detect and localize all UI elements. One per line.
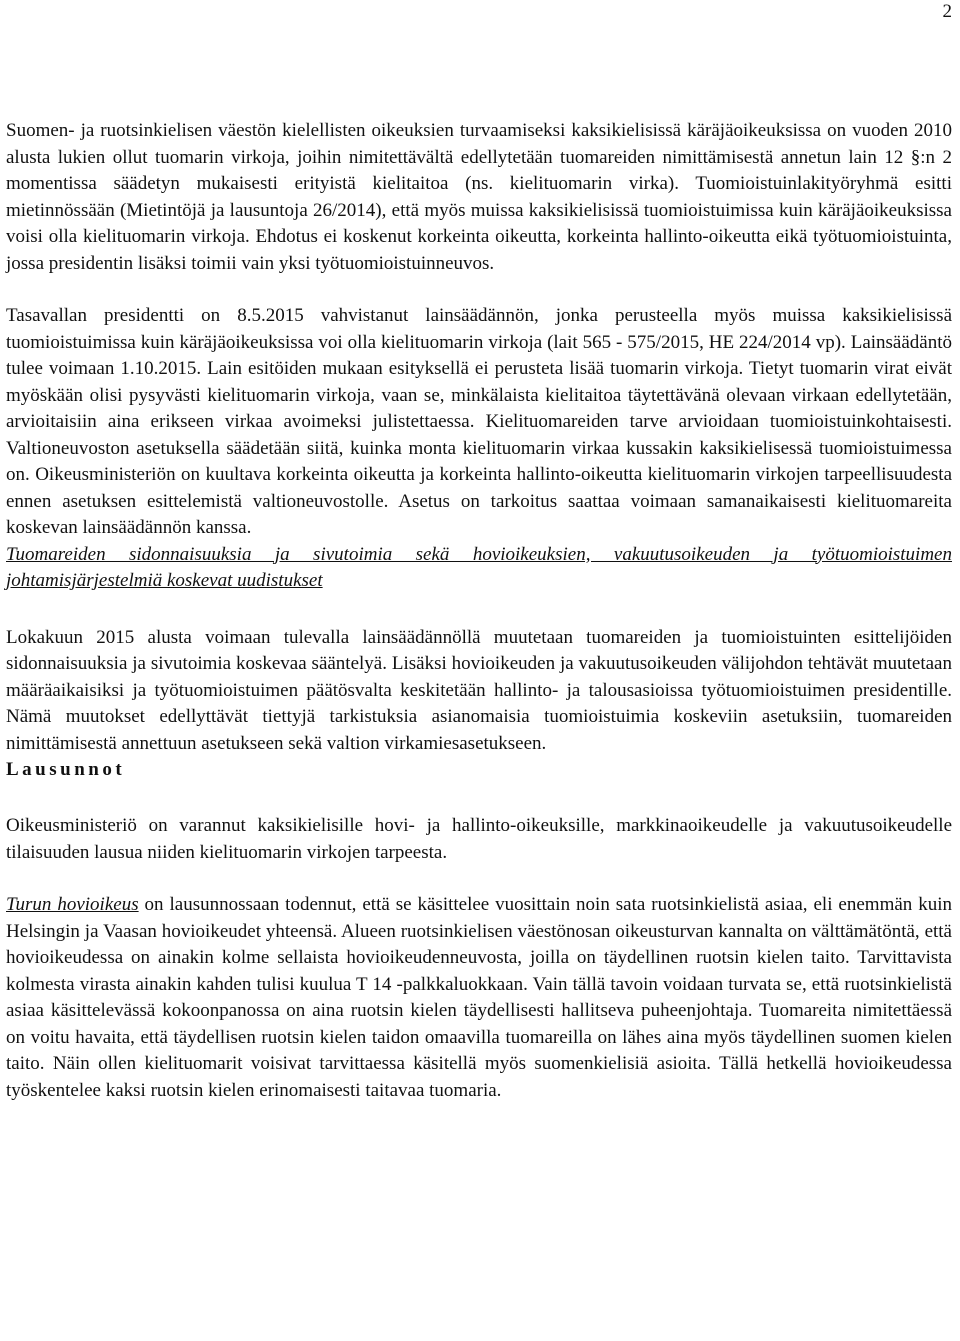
paragraph-reforms: Lokakuun 2015 alusta voimaan tulevalla lainsäädännöllä muutetaan tuomareiden ja tuomioistuinten esittelijöiden sidonnaisuuksia ja sivutoimia koskevaa sääntelyä. Lisäksi hovioikeuden ja vakuutusoikeuden välijohdon tehtävät muutetaan määräaikaisiksi ja työtuomioistuimen päätösvalta keskitetään hallinto- ja talousasioissa työtuomioistuimen presidentille. Nämä muutokset edellyttävät tiettyjä tarkistuksia asianomaisia tuomioistuimia koskeviin asetuksiin, tuomareiden nimittämisestä annettuun asetukseen sekä valtion virkamiesasetukseen. <box>6 626 952 754</box>
section-heading-reforms: Tuomareiden sidonnaisuuksia ja sivutoimia sekä hovioikeuksien, vakuutusoikeuden ja työtuomioistuimen johtamisjärjestelmiä koskevat uudistukset <box>6 543 952 591</box>
court-name: Turun hovioikeus <box>6 894 139 915</box>
paragraph-turku-court-statement <box>6 892 952 1104</box>
document-body <box>6 118 952 1104</box>
section-heading-lausunnot: Lausunnot <box>6 759 126 780</box>
paragraph-ministry-request: Oikeusministeriö on varannut kaksikielisille hovi- ja hallinto-oikeuksille, markkinaoikeudelle ja vakuutusoikeudelle tilaisuuden lausua niiden kielituomarin virkojen tarpeesta. <box>6 815 952 863</box>
page-number: 2 <box>942 1 952 22</box>
paragraph-legislation-confirmed: Tasavallan presidentti on 8.5.2015 vahvistanut lainsäädännön, jonka perusteella myös muissa kaksikielisissä tuomioistuimissa kuin käräjäoikeuksissa voi olla kielituomarin virkoja (lait 565 - 575/2015, HE 224/2014 vp). Lainsäädäntö tulee voimaan 1.10.2015. Lain esitöiden mukaan esityksellä ei perusteta lisää tuomarin virkoja. Tietyt tuomarin virat eivät myöskään olisi pysyvästi kielituomarin virkoja, vaan se, minkälaista kielitaitoa täytettävänä olevaan virkaan edellytetään, arvioitaisiin aina erikseen virkaa avoimeksi julistettaessa. Kielituomareiden tarve arvioidaan tuomioistuinkohtaisesti. Valtioneuvoston asetuksella säädetään siitä, kuinka monta kielituomarin virkaa kussakin kaksikielisessä tuomioistuimessa on. Oikeusministeriön on kuultava korkeinta oikeutta ja korkeinta hallinto-oikeutta kielituomarin virkojen tarpeellisuudesta ennen asetuksen esittelemistä valtioneuvostolle. Asetus on tarkoitus saattaa voimaan samanaikaisesti kielituomareita koskevan lainsäädännön kanssa. <box>6 305 952 538</box>
court-statement-text: on lausunnossaan todennut, että se käsittelee vuosittain noin sata ruotsinkielistä asiaa, eli enemmän kuin Helsingin ja Vaasan hovioikeudet yhteensä. Alueen ruotsinkielisen väestönosan oikeusturvan kannalta on välttämätöntä, että hovioikeudessa on ainakin kolme sellaista hovioikeudenneuvosta, joilla on täydellinen ruotsin kielen taito. Tarvittavista kolmesta virasta ainakin kahden tulisi kuulua T 14 -palkkaluokkaan. Vain tällä tavoin voidaan turvata se, että ruotsinkielistä asiaa käsittelevässä kokoonpanossa on aina ruotsin kielen täydellisesti hallitseva puheenjohtaja. Tuomareita nimitettäessä on voitu havaita, että täydellisen ruotsin kielen taidon omaavilla tuomareilla on lähes aina myös täydellinen suomen kielen taito. Näin ollen kielituomarit voisivat tarvittaessa käsitellä myös suomenkielisiä asioita. Tällä hetkellä hovioikeudessa työskentelee kaksi ruotsin kielen erinomaisesti taitavaa tuomaria. <box>6 894 952 1101</box>
paragraph-kielituomari-background: Suomen- ja ruotsinkielisen väestön kielellisten oikeuksien turvaamiseksi kaksikielisissä käräjäoikeuksissa on vuoden 2010 alusta lukien ollut tuomarin virkoja, joihin nimitettävältä edellytetään tuomareiden nimittämisestä annetun lain 12 §:n 2 momentissa säädetyn mukaisesti erityistä kielitaitoa (ns. kielituomarin virka). Tuomioistuinlakityöryhmä esitti mietinnössään (Mietintöjä ja lausuntoja 26/2014), että myös muissa kaksikielisissä tuomioistuimissa kuin käräjäoikeuksissa voisi olla kielituomarin virkoja. Ehdotus ei koskenut korkeinta oikeutta, korkeinta hallinto-oikeutta eikä työtuomioistuinta, jossa presidentin lisäksi toimii vain yksi työtuomioistuinneuvos. <box>6 120 952 274</box>
